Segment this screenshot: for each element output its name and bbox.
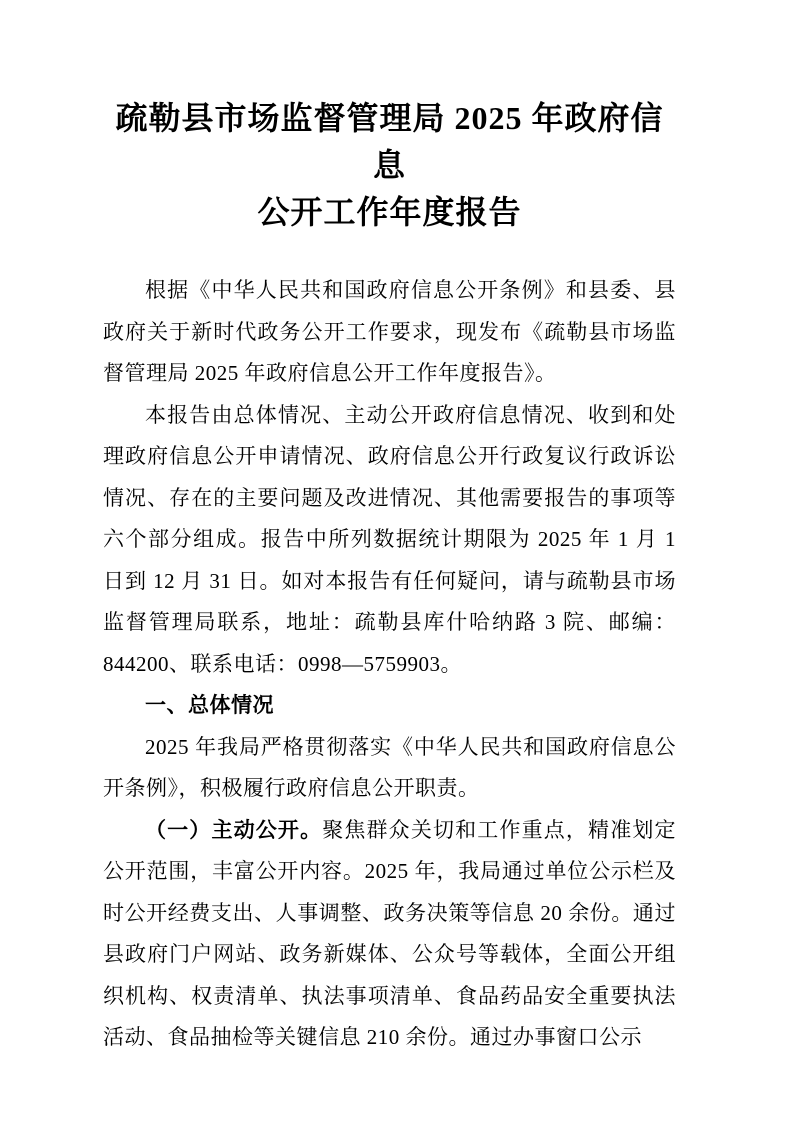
paragraph-report-structure-contact: 本报告由总体情况、主动公开政府信息情况、收到和处理政府信息公开申请情况、政府信息公开行政复议行政诉讼情况、存在的主要问题及改进情况、其他需要报告的事项等六个部分组成。报告中所列数据统计期限为 2025 年 1 月 1 日到 12 月 31 日。如对本报告有任何疑问，请与疏勒县市场监督管理局联系，地址：疏勒县库什哈纳路 3 院、邮编：844200、联系电话：0998—5759903。 [103,402,676,676]
section-heading-overall-situation: 一、总体情况 [145,694,274,717]
document-content [103,0,676,1059]
paragraph-proactive-disclosure-text: 聚焦群众关切和工作重点，精准划定公开范围，丰富公开内容。2025 年，我局通过单位公示栏及时公开经费支出、人事调整、政务决策等信息 20 余份。通过县政府门户网站、政务新媒体、公众号等载体，全面公开组织机构、权责清单、执法事项清单、食品药品安全重要执法活动、食品抽检等关键信息 210 余份。通过办事窗口公示 [103,817,676,1049]
document-title [103,95,676,236]
paragraph-proactive-disclosure [103,810,676,1059]
paragraph-overall-situation: 2025 年我局严格贯彻落实《中华人民共和国政府信息公开条例》，积极履行政府信息公开职责。 [103,734,676,800]
document-title-line-1: 疏勒县市场监督管理局 2025 年政府信息 [115,100,664,183]
document-title-line-2: 公开工作年度报告 [257,194,522,230]
paragraph-proactive-disclosure-lead: （一）主动公开。 [145,818,323,842]
paragraph-basis-announcement: 根据《中华人民共和国政府信息公开条例》和县委、县政府关于新时代政务公开工作要求，现发布《疏勒县市场监督管理局 2025 年政府信息公开工作年度报告》。 [103,278,676,385]
